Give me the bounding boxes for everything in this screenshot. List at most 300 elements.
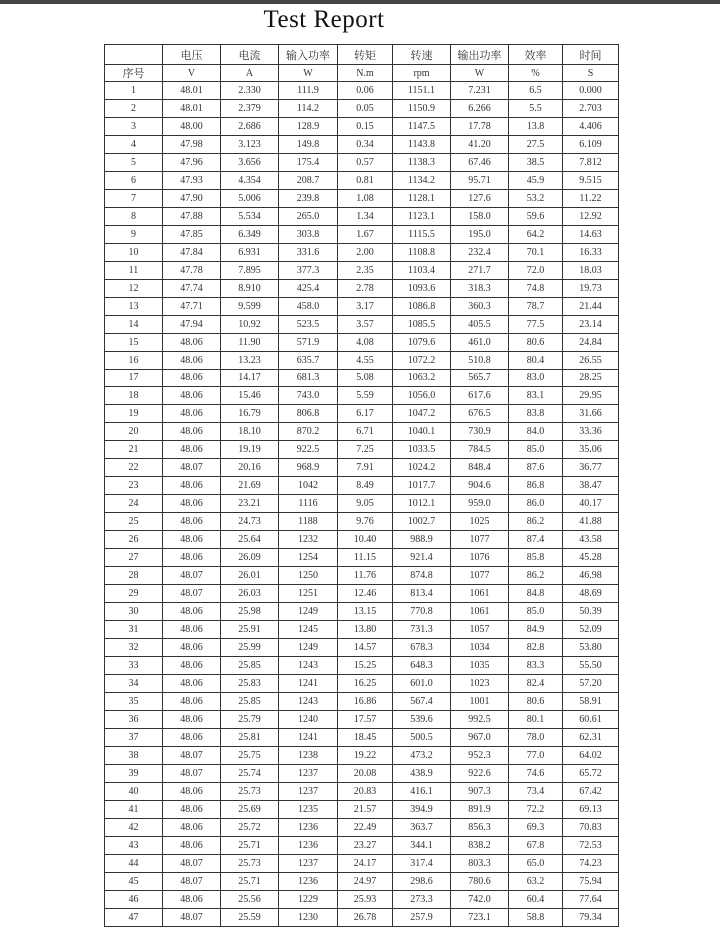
cell-efficiency: 65.0 (509, 854, 563, 872)
cell-speed: 1002.7 (393, 513, 451, 531)
header-seq-blank (105, 45, 163, 65)
cell-input-power: 458.0 (279, 297, 338, 315)
cell-output-power: 232.4 (451, 243, 509, 261)
cell-time: 58.91 (563, 692, 619, 710)
cell-efficiency: 83.3 (509, 657, 563, 675)
cell-speed: 344.1 (393, 836, 451, 854)
cell-current: 25.64 (221, 531, 279, 549)
cell-efficiency: 84.0 (509, 423, 563, 441)
cell-seq: 19 (105, 405, 163, 423)
cell-input-power: 1250 (279, 567, 338, 585)
cell-output-power: 17.78 (451, 117, 509, 135)
cell-speed: 1086.8 (393, 297, 451, 315)
cell-current: 25.83 (221, 674, 279, 692)
cell-output-power: 1035 (451, 657, 509, 675)
cell-speed: 1128.1 (393, 189, 451, 207)
cell-time: 4.406 (563, 117, 619, 135)
cell-torque: 16.86 (338, 692, 393, 710)
cell-seq: 32 (105, 639, 163, 657)
cell-input-power: 175.4 (279, 153, 338, 171)
cell-torque: 2.00 (338, 243, 393, 261)
cell-speed: 473.2 (393, 746, 451, 764)
table-row (105, 82, 619, 100)
cell-time: 45.28 (563, 549, 619, 567)
table-row (105, 531, 619, 549)
cell-seq: 25 (105, 513, 163, 531)
cell-speed: 500.5 (393, 728, 451, 746)
table-row (105, 621, 619, 639)
cell-voltage: 47.74 (163, 279, 221, 297)
cell-voltage: 48.06 (163, 639, 221, 657)
cell-current: 25.85 (221, 692, 279, 710)
cell-torque: 19.22 (338, 746, 393, 764)
cell-input-power: 1237 (279, 782, 338, 800)
cell-voltage: 48.07 (163, 764, 221, 782)
cell-torque: 9.05 (338, 495, 393, 513)
cell-speed: 1033.5 (393, 441, 451, 459)
cell-seq: 42 (105, 818, 163, 836)
cell-input-power: 870.2 (279, 423, 338, 441)
cell-output-power: 967.0 (451, 728, 509, 746)
cell-speed: 1085.5 (393, 315, 451, 333)
cell-current: 25.72 (221, 818, 279, 836)
cell-seq: 31 (105, 621, 163, 639)
cell-voltage: 48.06 (163, 369, 221, 387)
cell-torque: 11.76 (338, 567, 393, 585)
cell-input-power: 1249 (279, 603, 338, 621)
cell-seq: 44 (105, 854, 163, 872)
cell-current: 8.910 (221, 279, 279, 297)
cell-seq: 12 (105, 279, 163, 297)
cell-output-power: 1061 (451, 585, 509, 603)
cell-seq: 11 (105, 261, 163, 279)
cell-voltage: 48.06 (163, 513, 221, 531)
cell-seq: 13 (105, 297, 163, 315)
cell-voltage: 47.90 (163, 189, 221, 207)
header-input-power: 输入功率 (279, 45, 338, 65)
cell-voltage: 48.01 (163, 82, 221, 100)
cell-voltage: 48.06 (163, 603, 221, 621)
cell-current: 26.01 (221, 567, 279, 585)
cell-output-power: 565.7 (451, 369, 509, 387)
cell-current: 11.90 (221, 333, 279, 351)
cell-speed: 1134.2 (393, 171, 451, 189)
cell-input-power: 1249 (279, 639, 338, 657)
table-row (105, 746, 619, 764)
cell-output-power: 780.6 (451, 872, 509, 890)
cell-speed: 1024.2 (393, 459, 451, 477)
cell-current: 23.21 (221, 495, 279, 513)
cell-current: 25.69 (221, 800, 279, 818)
cell-voltage: 48.06 (163, 657, 221, 675)
cell-voltage: 48.06 (163, 890, 221, 908)
cell-voltage: 48.00 (163, 117, 221, 135)
cell-seq: 8 (105, 207, 163, 225)
cell-output-power: 510.8 (451, 351, 509, 369)
cell-seq: 20 (105, 423, 163, 441)
cell-output-power: 784.5 (451, 441, 509, 459)
cell-output-power: 742.0 (451, 890, 509, 908)
cell-output-power: 922.6 (451, 764, 509, 782)
cell-output-power: 1023 (451, 674, 509, 692)
cell-torque: 0.15 (338, 117, 393, 135)
cell-speed: 1072.2 (393, 351, 451, 369)
cell-efficiency: 84.9 (509, 621, 563, 639)
cell-time: 28.25 (563, 369, 619, 387)
cell-efficiency: 45.9 (509, 171, 563, 189)
cell-torque: 1.08 (338, 189, 393, 207)
header-time: 时间 (563, 45, 619, 65)
cell-current: 25.99 (221, 639, 279, 657)
cell-output-power: 959.0 (451, 495, 509, 513)
cell-seq: 39 (105, 764, 163, 782)
cell-efficiency: 78.7 (509, 297, 563, 315)
cell-input-power: 1243 (279, 692, 338, 710)
cell-time: 7.812 (563, 153, 619, 171)
cell-efficiency: 78.0 (509, 728, 563, 746)
cell-torque: 16.25 (338, 674, 393, 692)
cell-torque: 12.46 (338, 585, 393, 603)
cell-input-power: 331.6 (279, 243, 338, 261)
cell-efficiency: 80.6 (509, 333, 563, 351)
cell-voltage: 47.96 (163, 153, 221, 171)
unit-output-power: W (451, 65, 509, 82)
unit-speed: rpm (393, 65, 451, 82)
cell-speed: 1063.2 (393, 369, 451, 387)
cell-voltage: 48.06 (163, 333, 221, 351)
cell-time: 6.109 (563, 135, 619, 153)
cell-efficiency: 82.4 (509, 674, 563, 692)
cell-current: 15.46 (221, 387, 279, 405)
cell-current: 25.81 (221, 728, 279, 746)
cell-efficiency: 83.8 (509, 405, 563, 423)
cell-torque: 0.81 (338, 171, 393, 189)
cell-output-power: 67.46 (451, 153, 509, 171)
cell-input-power: 1245 (279, 621, 338, 639)
cell-current: 25.91 (221, 621, 279, 639)
unit-voltage: V (163, 65, 221, 82)
cell-torque: 5.59 (338, 387, 393, 405)
cell-output-power: 41.20 (451, 135, 509, 153)
cell-time: 16.33 (563, 243, 619, 261)
cell-input-power: 303.8 (279, 225, 338, 243)
table-row (105, 782, 619, 800)
cell-output-power: 1076 (451, 549, 509, 567)
cell-current: 5.006 (221, 189, 279, 207)
table-row (105, 836, 619, 854)
cell-torque: 0.34 (338, 135, 393, 153)
cell-speed: 1103.4 (393, 261, 451, 279)
cell-seq: 28 (105, 567, 163, 585)
header-output-power: 输出功率 (451, 45, 509, 65)
cell-voltage: 48.06 (163, 818, 221, 836)
table-row (105, 243, 619, 261)
cell-time: 52.09 (563, 621, 619, 639)
cell-efficiency: 72.0 (509, 261, 563, 279)
cell-speed: 394.9 (393, 800, 451, 818)
cell-efficiency: 70.1 (509, 243, 563, 261)
cell-torque: 9.76 (338, 513, 393, 531)
cell-efficiency: 27.5 (509, 135, 563, 153)
cell-torque: 24.97 (338, 872, 393, 890)
cell-input-power: 1237 (279, 764, 338, 782)
cell-current: 19.19 (221, 441, 279, 459)
cell-output-power: 952.3 (451, 746, 509, 764)
cell-efficiency: 87.6 (509, 459, 563, 477)
cell-seq: 3 (105, 117, 163, 135)
cell-current: 25.71 (221, 836, 279, 854)
cell-efficiency: 86.8 (509, 477, 563, 495)
cell-speed: 257.9 (393, 908, 451, 926)
table-row (105, 387, 619, 405)
cell-torque: 1.34 (338, 207, 393, 225)
cell-current: 2.686 (221, 117, 279, 135)
cell-input-power: 1232 (279, 531, 338, 549)
cell-input-power: 1237 (279, 854, 338, 872)
cell-torque: 0.05 (338, 99, 393, 117)
cell-efficiency: 82.8 (509, 639, 563, 657)
cell-input-power: 1229 (279, 890, 338, 908)
cell-voltage: 48.07 (163, 585, 221, 603)
cell-torque: 25.93 (338, 890, 393, 908)
cell-voltage: 48.06 (163, 423, 221, 441)
table-row (105, 459, 619, 477)
cell-seq: 36 (105, 710, 163, 728)
cell-seq: 26 (105, 531, 163, 549)
cell-voltage: 47.84 (163, 243, 221, 261)
cell-voltage: 48.06 (163, 836, 221, 854)
cell-speed: 1047.2 (393, 405, 451, 423)
cell-input-power: 1243 (279, 657, 338, 675)
cell-output-power: 891.9 (451, 800, 509, 818)
cell-time: 21.44 (563, 297, 619, 315)
cell-efficiency: 5.5 (509, 99, 563, 117)
cell-speed: 731.3 (393, 621, 451, 639)
cell-current: 25.71 (221, 872, 279, 890)
cell-input-power: 1251 (279, 585, 338, 603)
cell-current: 6.349 (221, 225, 279, 243)
cell-efficiency: 58.8 (509, 908, 563, 926)
cell-seq: 10 (105, 243, 163, 261)
cell-input-power: 128.9 (279, 117, 338, 135)
cell-efficiency: 86.2 (509, 513, 563, 531)
cell-voltage: 47.78 (163, 261, 221, 279)
cell-efficiency: 85.8 (509, 549, 563, 567)
cell-efficiency: 77.5 (509, 315, 563, 333)
header-row-names (105, 45, 619, 65)
cell-input-power: 1241 (279, 674, 338, 692)
top-border-bar (0, 0, 720, 4)
cell-input-power: 1236 (279, 872, 338, 890)
cell-voltage: 47.94 (163, 315, 221, 333)
header-voltage: 电压 (163, 45, 221, 65)
cell-output-power: 617.6 (451, 387, 509, 405)
cell-seq: 16 (105, 351, 163, 369)
cell-current: 21.69 (221, 477, 279, 495)
cell-speed: 438.9 (393, 764, 451, 782)
cell-time: 79.34 (563, 908, 619, 926)
cell-input-power: 922.5 (279, 441, 338, 459)
cell-torque: 8.49 (338, 477, 393, 495)
table-row (105, 854, 619, 872)
cell-speed: 1056.0 (393, 387, 451, 405)
cell-torque: 17.57 (338, 710, 393, 728)
cell-speed: 601.0 (393, 674, 451, 692)
cell-speed: 1093.6 (393, 279, 451, 297)
table-row (105, 261, 619, 279)
test-report-table (104, 44, 619, 927)
unit-current: A (221, 65, 279, 82)
table-row (105, 99, 619, 117)
cell-efficiency: 85.0 (509, 603, 563, 621)
cell-torque: 18.45 (338, 728, 393, 746)
cell-input-power: 1230 (279, 908, 338, 926)
cell-efficiency: 86.0 (509, 495, 563, 513)
cell-current: 7.895 (221, 261, 279, 279)
cell-speed: 678.3 (393, 639, 451, 657)
cell-efficiency: 77.0 (509, 746, 563, 764)
cell-torque: 1.67 (338, 225, 393, 243)
cell-time: 65.72 (563, 764, 619, 782)
cell-output-power: 158.0 (451, 207, 509, 225)
table-row (105, 890, 619, 908)
cell-voltage: 48.06 (163, 674, 221, 692)
table-row (105, 657, 619, 675)
cell-efficiency: 59.6 (509, 207, 563, 225)
cell-torque: 2.78 (338, 279, 393, 297)
cell-input-power: 208.7 (279, 171, 338, 189)
cell-input-power: 635.7 (279, 351, 338, 369)
table-row (105, 818, 619, 836)
cell-current: 25.73 (221, 782, 279, 800)
table-row (105, 351, 619, 369)
cell-input-power: 1235 (279, 800, 338, 818)
cell-output-power: 1077 (451, 567, 509, 585)
cell-speed: 363.7 (393, 818, 451, 836)
cell-output-power: 856.3 (451, 818, 509, 836)
cell-seq: 27 (105, 549, 163, 567)
cell-voltage: 48.06 (163, 477, 221, 495)
cell-speed: 813.4 (393, 585, 451, 603)
cell-torque: 13.15 (338, 603, 393, 621)
cell-voltage: 48.06 (163, 441, 221, 459)
table-row (105, 495, 619, 513)
cell-efficiency: 84.8 (509, 585, 563, 603)
cell-speed: 539.6 (393, 710, 451, 728)
cell-voltage: 48.07 (163, 567, 221, 585)
cell-output-power: 730.9 (451, 423, 509, 441)
cell-speed: 1040.1 (393, 423, 451, 441)
cell-output-power: 405.5 (451, 315, 509, 333)
cell-input-power: 1188 (279, 513, 338, 531)
cell-current: 26.03 (221, 585, 279, 603)
cell-speed: 1115.5 (393, 225, 451, 243)
cell-seq: 22 (105, 459, 163, 477)
cell-efficiency: 72.2 (509, 800, 563, 818)
table-row (105, 639, 619, 657)
cell-time: 23.14 (563, 315, 619, 333)
cell-input-power: 1116 (279, 495, 338, 513)
cell-seq: 1 (105, 82, 163, 100)
cell-input-power: 571.9 (279, 333, 338, 351)
cell-speed: 1012.1 (393, 495, 451, 513)
cell-output-power: 318.3 (451, 279, 509, 297)
cell-time: 35.06 (563, 441, 619, 459)
cell-current: 25.73 (221, 854, 279, 872)
cell-output-power: 195.0 (451, 225, 509, 243)
table-row (105, 674, 619, 692)
cell-efficiency: 86.2 (509, 567, 563, 585)
cell-seq: 46 (105, 890, 163, 908)
cell-torque: 4.08 (338, 333, 393, 351)
cell-output-power: 1034 (451, 639, 509, 657)
cell-speed: 1143.8 (393, 135, 451, 153)
cell-time: 14.63 (563, 225, 619, 243)
cell-output-power: 1025 (451, 513, 509, 531)
page-title: Test Report (263, 6, 385, 33)
cell-time: 29.95 (563, 387, 619, 405)
cell-current: 10.92 (221, 315, 279, 333)
cell-seq: 30 (105, 603, 163, 621)
cell-efficiency: 83.1 (509, 387, 563, 405)
cell-voltage: 48.07 (163, 746, 221, 764)
cell-current: 25.79 (221, 710, 279, 728)
table-row (105, 872, 619, 890)
cell-speed: 770.8 (393, 603, 451, 621)
cell-time: 26.55 (563, 351, 619, 369)
table-row (105, 513, 619, 531)
cell-seq: 34 (105, 674, 163, 692)
header-seq: 序号 (105, 65, 163, 82)
cell-time: 2.703 (563, 99, 619, 117)
cell-current: 3.656 (221, 153, 279, 171)
cell-current: 9.599 (221, 297, 279, 315)
cell-efficiency: 74.8 (509, 279, 563, 297)
cell-torque: 7.25 (338, 441, 393, 459)
cell-time: 9.515 (563, 171, 619, 189)
cell-voltage: 48.07 (163, 872, 221, 890)
cell-input-power: 425.4 (279, 279, 338, 297)
cell-voltage: 47.93 (163, 171, 221, 189)
cell-seq: 38 (105, 746, 163, 764)
cell-seq: 43 (105, 836, 163, 854)
cell-input-power: 743.0 (279, 387, 338, 405)
table-row (105, 279, 619, 297)
cell-efficiency: 69.3 (509, 818, 563, 836)
cell-time: 55.50 (563, 657, 619, 675)
cell-time: 72.53 (563, 836, 619, 854)
cell-input-power: 968.9 (279, 459, 338, 477)
cell-time: 38.47 (563, 477, 619, 495)
cell-torque: 11.15 (338, 549, 393, 567)
table-row (105, 800, 619, 818)
cell-seq: 23 (105, 477, 163, 495)
cell-time: 40.17 (563, 495, 619, 513)
cell-time: 46.98 (563, 567, 619, 585)
cell-speed: 1138.3 (393, 153, 451, 171)
header-efficiency: 效率 (509, 45, 563, 65)
cell-output-power: 271.7 (451, 261, 509, 279)
cell-torque: 6.71 (338, 423, 393, 441)
cell-voltage: 48.06 (163, 710, 221, 728)
cell-speed: 1123.1 (393, 207, 451, 225)
cell-voltage: 48.06 (163, 800, 221, 818)
cell-input-power: 149.8 (279, 135, 338, 153)
cell-output-power: 848.4 (451, 459, 509, 477)
cell-time: 64.02 (563, 746, 619, 764)
cell-output-power: 992.5 (451, 710, 509, 728)
cell-time: 48.69 (563, 585, 619, 603)
